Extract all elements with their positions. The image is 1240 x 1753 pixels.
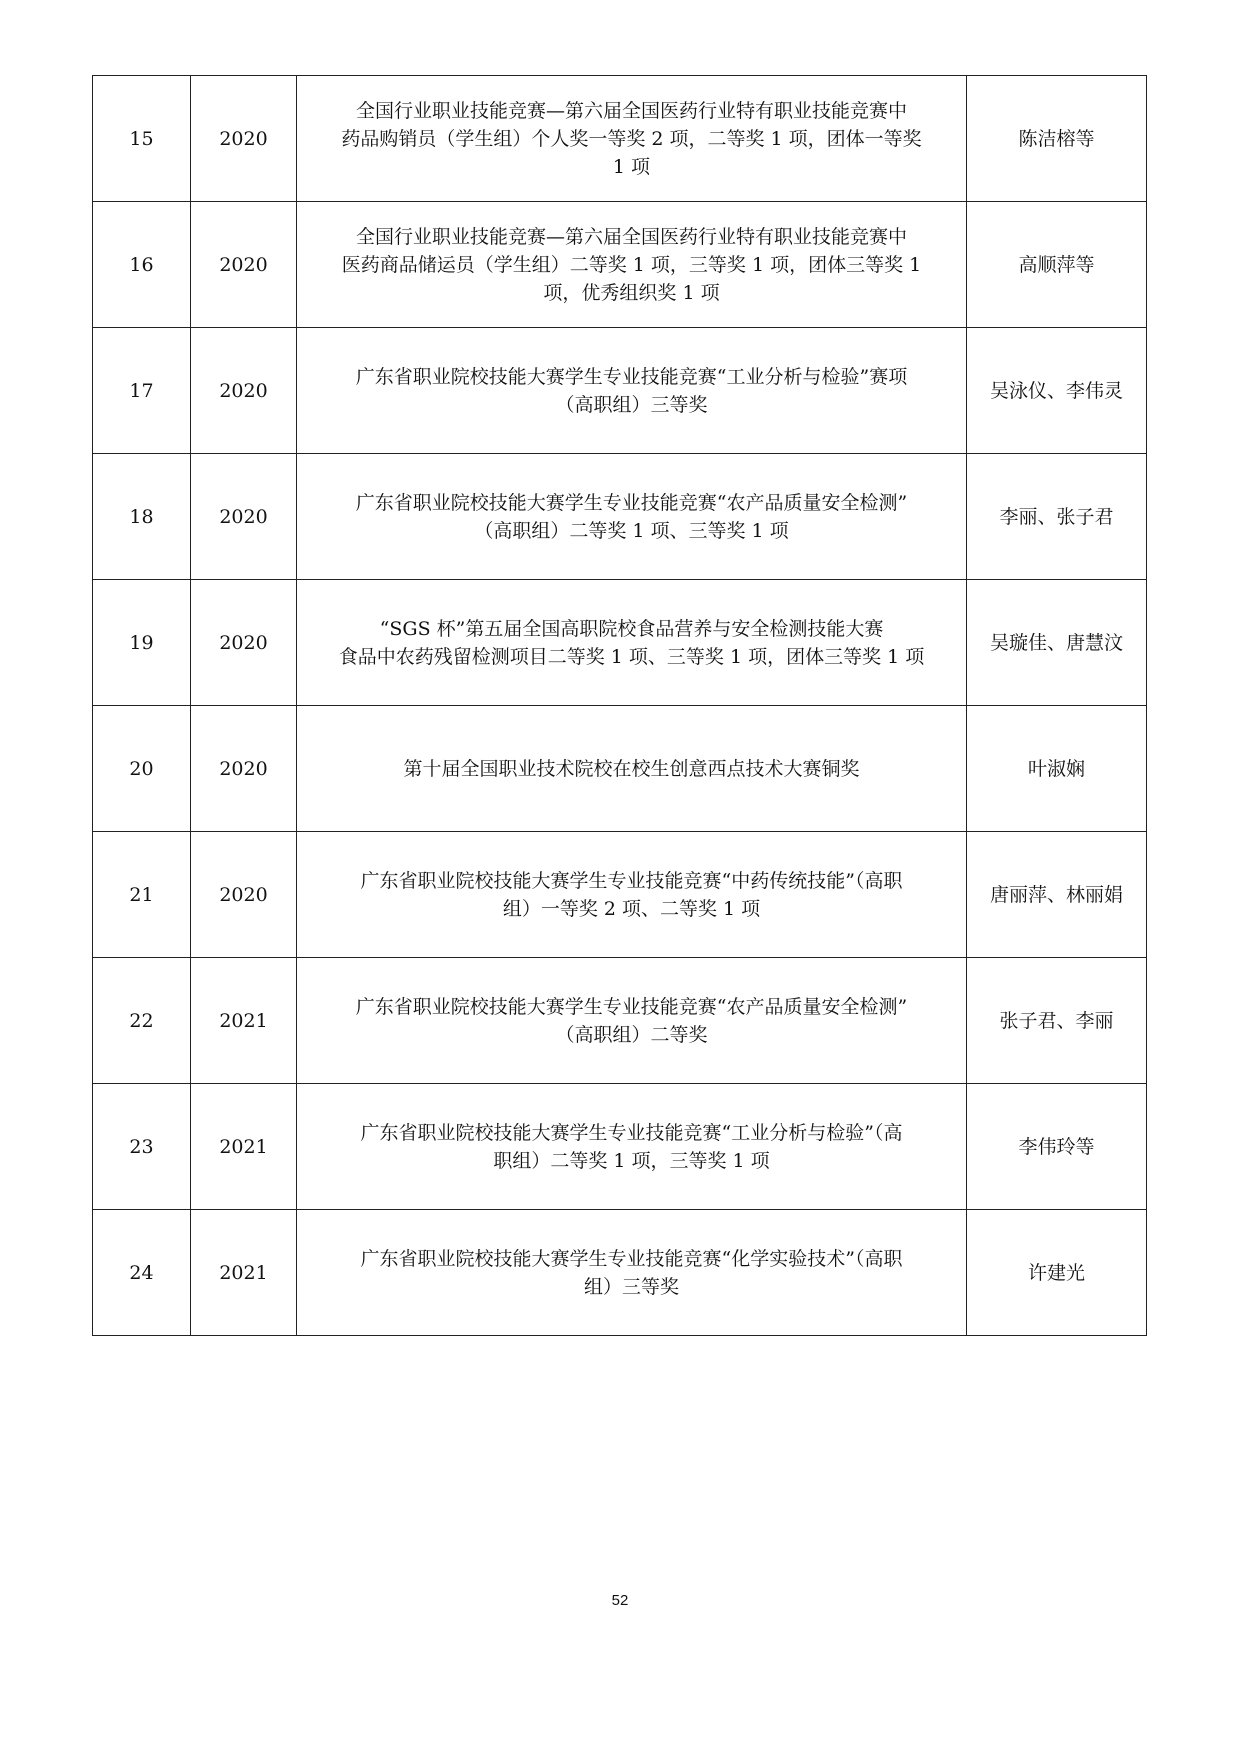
winner-cell: 李丽、张子君 (967, 454, 1147, 580)
award-line: 项，优秀组织奖 1 项 (543, 281, 720, 304)
page-number: 52 (611, 1592, 629, 1609)
award-line: 1 项 (612, 155, 651, 178)
year-cell: 2020 (191, 454, 297, 580)
row-number-cell: 18 (93, 454, 191, 580)
table-row (93, 580, 1147, 706)
award-line: 广东省职业院校技能大赛学生专业技能竞赛“农产品质量安全检测” (355, 995, 908, 1018)
row-number-cell: 16 (93, 202, 191, 328)
award-cell (297, 1084, 967, 1210)
award-line: （高职组）二等奖 1 项、三等奖 1 项 (474, 519, 789, 542)
row-number-cell: 15 (93, 76, 191, 202)
winner-cell: 许建光 (967, 1210, 1147, 1336)
award-line: 组）一等奖 2 项、二等奖 1 项 (502, 897, 761, 920)
table-row (93, 832, 1147, 958)
award-cell (297, 1210, 967, 1336)
year-cell: 2021 (191, 1210, 297, 1336)
award-cell (297, 454, 967, 580)
table-row (93, 202, 1147, 328)
award-line: （高职组）二等奖 (555, 1023, 708, 1046)
award-line: 药品购销员（学生组）个人奖一等奖 2 项，二等奖 1 项，团体一等奖 (341, 127, 922, 150)
award-cell (297, 706, 967, 832)
year-cell: 2020 (191, 580, 297, 706)
table-row (93, 1084, 1147, 1210)
table-row (93, 454, 1147, 580)
year-cell: 2021 (191, 1084, 297, 1210)
table-row (93, 76, 1147, 202)
year-cell: 2020 (191, 832, 297, 958)
award-line: 医药商品储运员（学生组）二等奖 1 项，三等奖 1 项，团体三等奖 1 (341, 253, 922, 276)
award-cell (297, 76, 967, 202)
award-line: 广东省职业院校技能大赛学生专业技能竞赛“中药传统技能”（高职 (360, 869, 903, 892)
row-number-cell: 17 (93, 328, 191, 454)
award-line: “SGS 杯”第五届全国高职院校食品营养与安全检测技能大赛 (379, 617, 884, 640)
award-line: 第十届全国职业技术院校在校生创意西点技术大赛铜奖 (403, 757, 860, 780)
award-line: 广东省职业院校技能大赛学生专业技能竞赛“农产品质量安全检测” (355, 491, 908, 514)
year-cell: 2020 (191, 328, 297, 454)
winner-cell: 李伟玲等 (967, 1084, 1147, 1210)
winner-cell: 叶淑娴 (967, 706, 1147, 832)
award-line: （高职组）三等奖 (555, 393, 708, 416)
winner-cell: 吴泳仪、李伟灵 (967, 328, 1147, 454)
award-cell (297, 580, 967, 706)
awards-table (92, 75, 1147, 1336)
table-row (93, 1210, 1147, 1336)
winner-cell: 陈洁榕等 (967, 76, 1147, 202)
award-cell (297, 832, 967, 958)
winner-cell: 唐丽萍、林丽娟 (967, 832, 1147, 958)
year-cell: 2020 (191, 706, 297, 832)
row-number-cell: 24 (93, 1210, 191, 1336)
award-line: 全国行业职业技能竞赛—第六届全国医药行业特有职业技能竞赛中 (355, 225, 907, 248)
year-cell: 2021 (191, 958, 297, 1084)
award-line: 全国行业职业技能竞赛—第六届全国医药行业特有职业技能竞赛中 (355, 99, 907, 122)
award-cell (297, 202, 967, 328)
table-row (93, 958, 1147, 1084)
award-line: 职组）二等奖 1 项，三等奖 1 项 (493, 1149, 770, 1172)
row-number-cell: 21 (93, 832, 191, 958)
award-line: 广东省职业院校技能大赛学生专业技能竞赛“化学实验技术”（高职 (360, 1247, 903, 1270)
table-row (93, 706, 1147, 832)
award-cell (297, 328, 967, 454)
winner-cell: 张子君、李丽 (967, 958, 1147, 1084)
year-cell: 2020 (191, 76, 297, 202)
award-cell (297, 958, 967, 1084)
winner-cell: 吴璇佳、唐慧汶 (967, 580, 1147, 706)
row-number-cell: 22 (93, 958, 191, 1084)
row-number-cell: 19 (93, 580, 191, 706)
award-line: 食品中农药残留检测项目二等奖 1 项、三等奖 1 项，团体三等奖 1 项 (338, 645, 925, 668)
table-row (93, 328, 1147, 454)
year-cell: 2020 (191, 202, 297, 328)
winner-cell: 高顺萍等 (967, 202, 1147, 328)
award-line: 广东省职业院校技能大赛学生专业技能竞赛“工业分析与检验”（高 (360, 1121, 903, 1144)
row-number-cell: 20 (93, 706, 191, 832)
row-number-cell: 23 (93, 1084, 191, 1210)
award-line: 广东省职业院校技能大赛学生专业技能竞赛“工业分析与检验”赛项 (355, 365, 908, 388)
award-line: 组）三等奖 (583, 1275, 679, 1298)
